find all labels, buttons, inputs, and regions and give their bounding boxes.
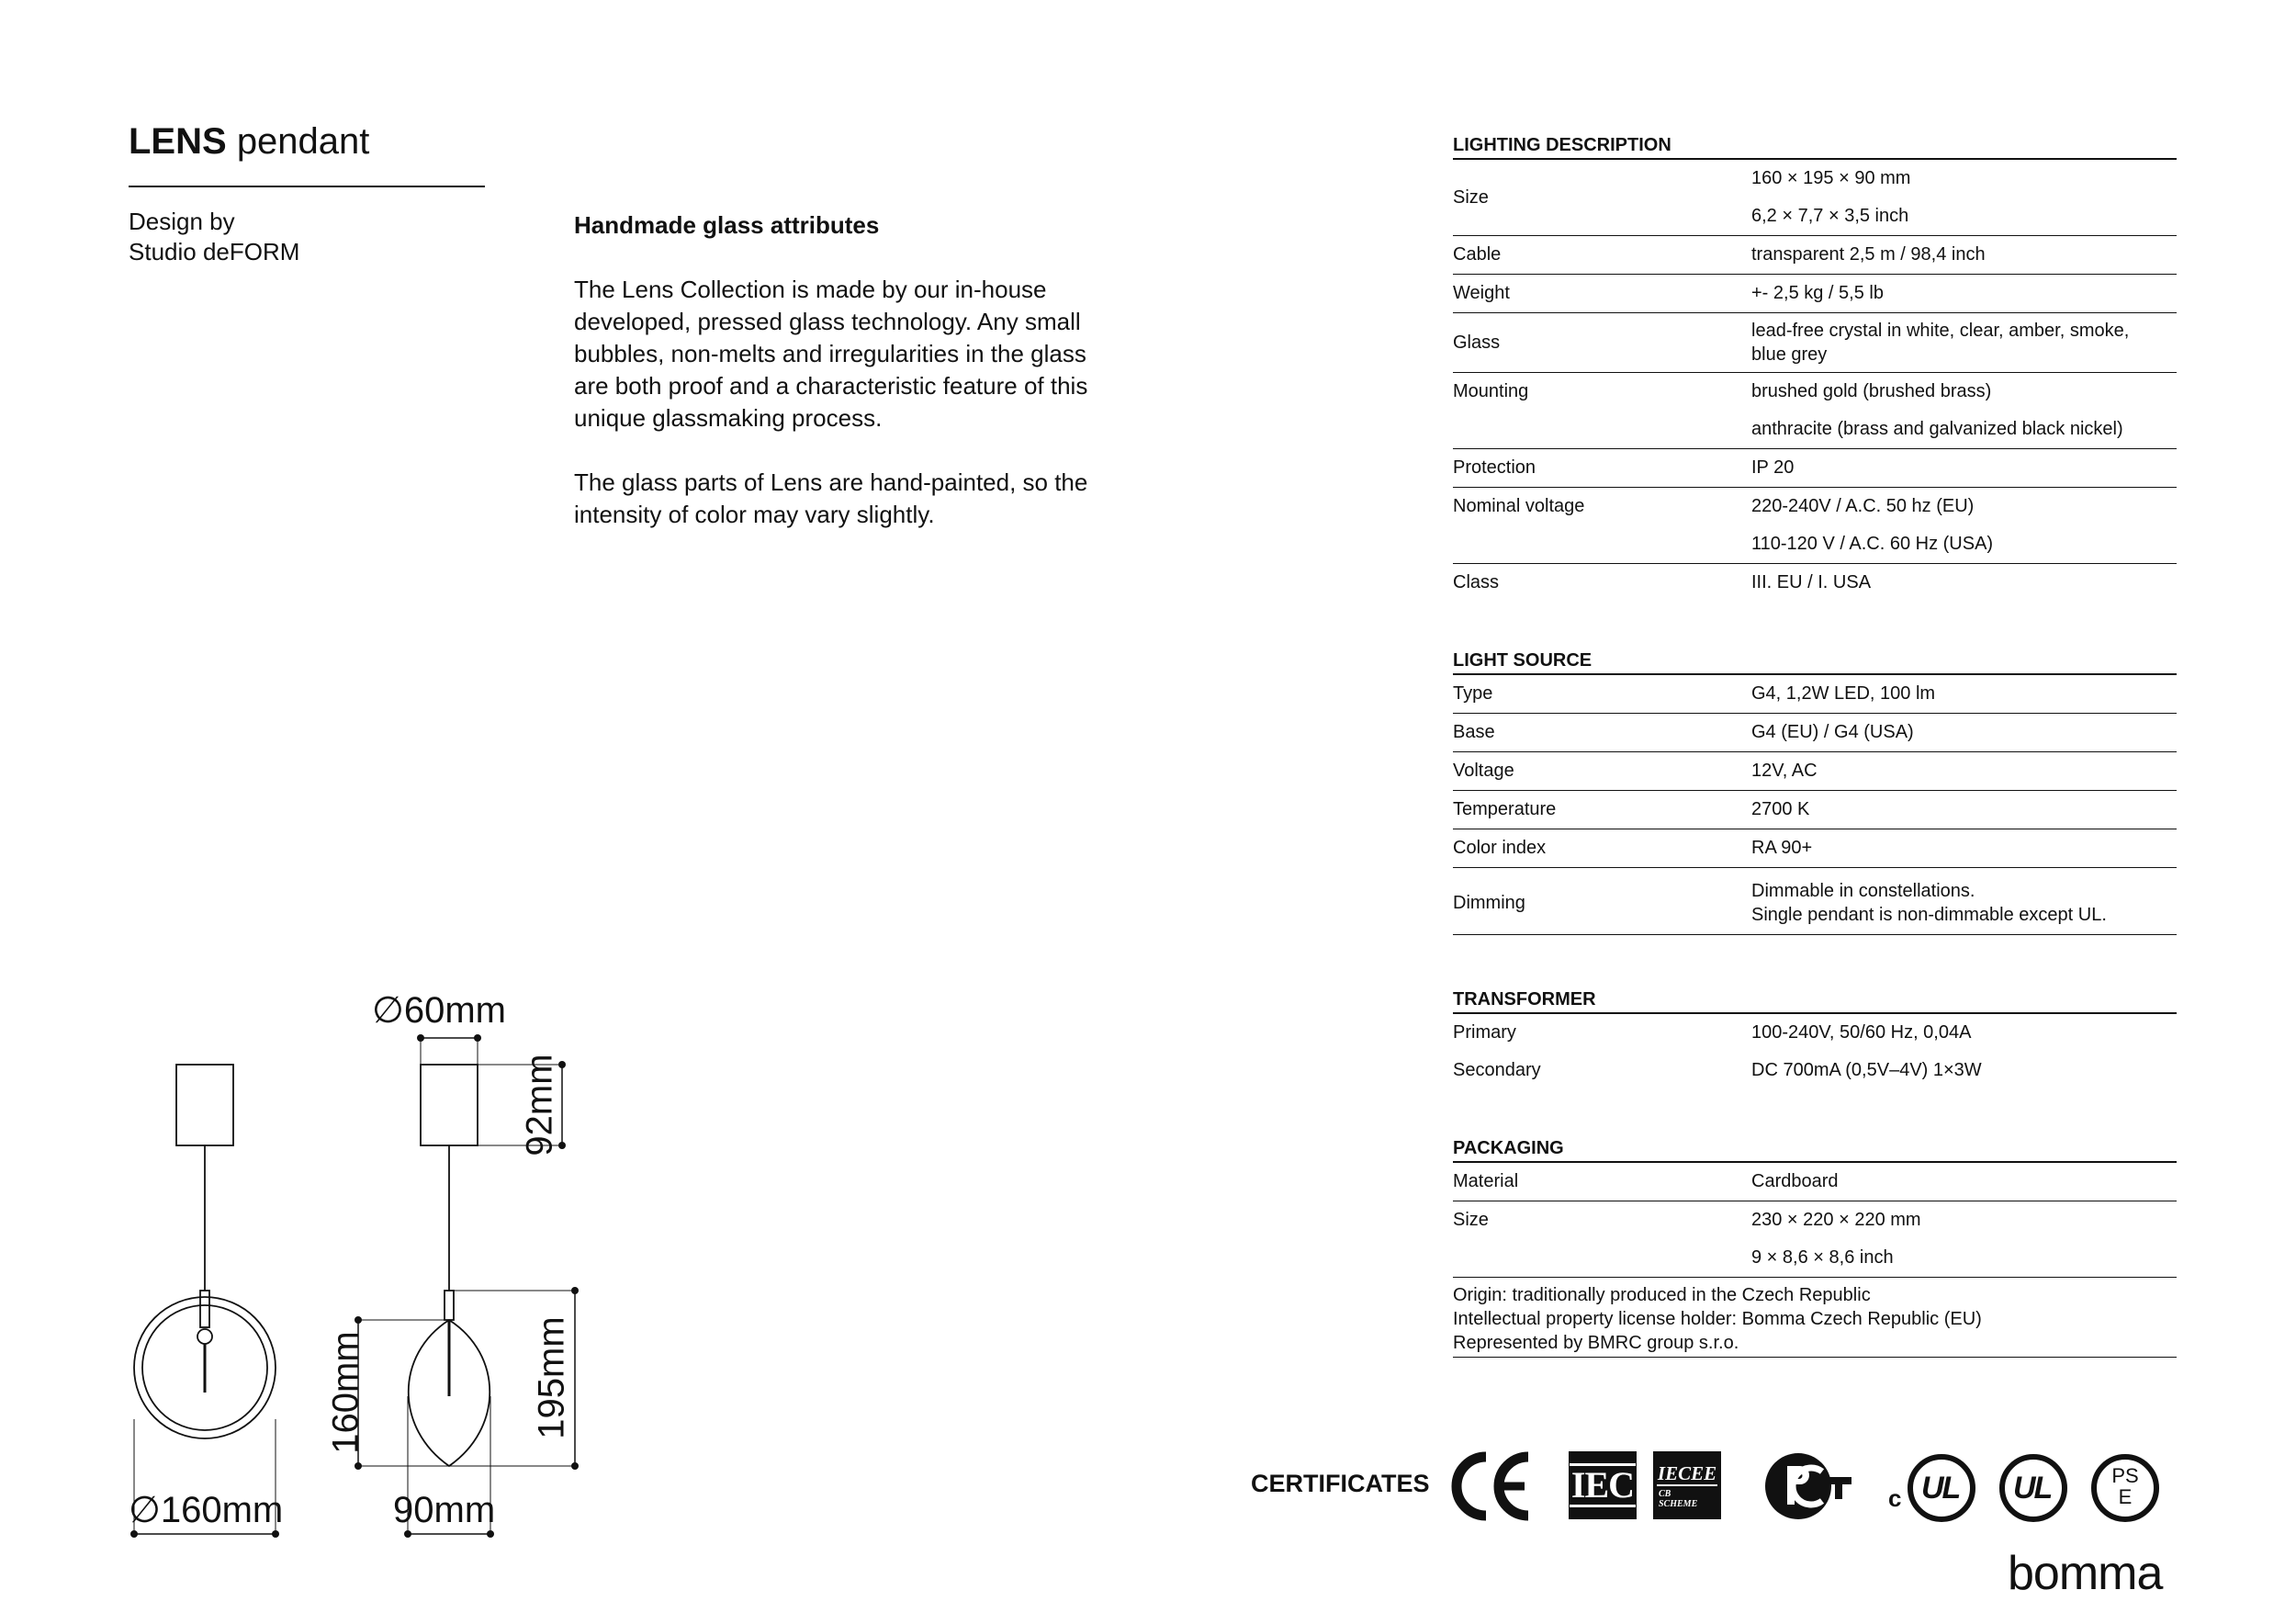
spec-label: Secondary [1453, 1060, 1541, 1080]
spec-row [1453, 564, 2177, 602]
spec-value: lead-free crystal in white, clear, amber, smoke, blue grey [1751, 321, 2130, 365]
glass-attributes [574, 209, 1088, 563]
spec-row [1453, 829, 2177, 868]
spec-value: 9 × 8,6 × 8,6 inch [1751, 1247, 1894, 1268]
spec-value: RA 90+ [1751, 838, 1813, 858]
spec-row [1453, 868, 2177, 935]
pct-mark-icon [1763, 1449, 1864, 1523]
spec-row [1453, 1201, 2177, 1278]
dim-label-canopy-height: 92mm [519, 1054, 560, 1156]
spec-label: Cable [1453, 244, 1502, 265]
certificates-label: CERTIFICATES [1251, 1470, 1430, 1497]
spec-value: Cardboard [1751, 1171, 1839, 1191]
spec-label: Material [1453, 1171, 1519, 1191]
spec-value: 220-240V / A.C. 50 hz (EU) [1751, 496, 1975, 516]
spec-value: Dimmable in constellations. [1751, 881, 1975, 901]
spec-label: Primary [1453, 1022, 1516, 1043]
dim-label-glass-height: 160mm [325, 1331, 366, 1454]
spec-row [1453, 160, 2177, 236]
iecee-cb-scheme-icon [1653, 1451, 1721, 1519]
front-bulb-ring [197, 1329, 212, 1344]
spec-value: 100-240V, 50/60 Hz, 0,04A [1751, 1022, 1972, 1043]
iec-mark-icon [1569, 1451, 1637, 1519]
origin-notes [1453, 1278, 2177, 1358]
spec-value: 12V, AC [1751, 761, 1818, 781]
iec-mark-text: IEC [1570, 1464, 1635, 1506]
ul-mark-icon [1998, 1451, 2068, 1525]
spec-label: Size [1453, 186, 1489, 208]
dim-label-canopy-diameter: ∅60mm [372, 990, 506, 1031]
spec-value: Single pendant is non-dimmable except UL. [1751, 905, 2107, 925]
spec-label: Type [1453, 683, 1493, 704]
spec-row [1453, 488, 2177, 564]
spec-value: 2700 K [1751, 799, 1810, 819]
spec-value: 160 × 195 × 90 mm [1751, 168, 1911, 188]
dim-label-total-height: 195mm [531, 1316, 572, 1439]
spec-label: Base [1453, 722, 1495, 742]
spec-tables [1453, 132, 2177, 1358]
spec-value: 110-120 V / A.C. 60 Hz (USA) [1751, 534, 1994, 554]
cul-ul-text: UL [1921, 1471, 1960, 1506]
spec-row [1453, 1163, 2177, 1201]
spec-value: +- 2,5 kg / 5,5 lb [1751, 283, 1884, 303]
glass-attributes-heading: Handmade glass attributes [574, 211, 880, 239]
side-canopy [421, 1065, 478, 1145]
designer-line-1: Design by [129, 208, 235, 235]
spec-value: 6,2 × 7,7 × 3,5 inch [1751, 206, 1909, 226]
spec-row [1453, 752, 2177, 791]
spec-value: brushed gold (brushed brass) [1751, 381, 1992, 401]
spec-value: III. EU / I. USA [1751, 572, 1872, 592]
spec-label: Class [1453, 572, 1500, 592]
spec-row [1453, 373, 2177, 449]
spec-label: Mounting [1453, 381, 1529, 401]
side-socket [445, 1291, 454, 1320]
spec-row [1453, 1014, 2177, 1052]
designer-line-2: Studio deFORM [129, 238, 300, 265]
spec-row [1453, 1052, 2177, 1089]
ul-text: UL [2013, 1471, 2052, 1506]
front-canopy [176, 1065, 233, 1145]
spec-row [1453, 236, 2177, 275]
pse-mark-icon [2090, 1451, 2160, 1525]
spec-value: G4 (EU) / G4 (USA) [1751, 722, 1914, 742]
dim-label-depth: 90mm [393, 1490, 496, 1530]
spec-label: Glass [1453, 332, 1501, 353]
representative-note: Represented by BMRC group s.r.o. [1453, 1333, 1739, 1353]
spec-value: 230 × 220 × 220 mm [1751, 1210, 1921, 1230]
spec-row [1453, 714, 2177, 752]
cul-c-text: c [1888, 1484, 1902, 1512]
section-title-packaging: PACKAGING [1453, 1135, 2177, 1163]
spec-label: Protection [1453, 457, 1536, 478]
spec-label: Color index [1453, 838, 1547, 858]
spec-row [1453, 313, 2177, 373]
scheme-text: SCHEME [1659, 1499, 1698, 1509]
spec-value: IP 20 [1751, 457, 1795, 478]
spec-label: Temperature [1453, 799, 1557, 819]
spec-label: Weight [1453, 283, 1510, 303]
product-name-bold: LENS [129, 121, 227, 162]
spec-row [1453, 675, 2177, 714]
glass-attributes-paragraph-2: The glass parts of Lens are hand-painted, so the intensity of color may vary slightly. [574, 468, 1088, 528]
front-socket [200, 1291, 209, 1327]
spec-row [1453, 275, 2177, 313]
pse-top-text: PS [2111, 1464, 2139, 1487]
product-name-rest: pendant [236, 121, 370, 162]
spec-label: Size [1453, 1210, 1489, 1230]
spec-value: DC 700mA (0,5V–4V) 1×3W [1751, 1060, 1982, 1080]
license-note: Intellectual property license holder: Bomma Czech Republic (EU) [1453, 1309, 1982, 1329]
dim-label-glass-diameter: ∅160mm [129, 1490, 284, 1530]
bomma-logo: bomma [2008, 1547, 2163, 1600]
spec-value: transparent 2,5 m / 98,4 inch [1751, 244, 1986, 265]
spec-label: Dimming [1453, 892, 1525, 913]
section-title-light-source: LIGHT SOURCE [1453, 648, 2177, 675]
iecee-text: IECEE [1657, 1462, 1717, 1484]
section-title-lighting: LIGHTING DESCRIPTION [1453, 132, 2177, 160]
spec-value: G4, 1,2W LED, 100 lm [1751, 683, 1936, 704]
spec-label: Nominal voltage [1453, 496, 1585, 516]
origin-note: Origin: traditionally produced in the Czech Republic [1453, 1285, 1871, 1305]
cul-mark-icon [1888, 1451, 1980, 1525]
spec-value: anthracite (brass and galvanized black nickel) [1751, 419, 2123, 439]
cb-text: CB [1659, 1489, 1671, 1499]
pse-bottom-text: E [2118, 1485, 2133, 1508]
section-title-transformer: TRANSFORMER [1453, 987, 2177, 1014]
ce-mark-icon [1451, 1449, 1534, 1523]
spec-row [1453, 449, 2177, 488]
spec-label: Voltage [1453, 761, 1514, 781]
glass-attributes-paragraph-1: The Lens Collection is made by our in-house developed, pressed glass technology. Any small bubbles, non-melts and irregularities in the glass are both proof and a characteristic feature of this unique glassmaking process. [574, 276, 1088, 432]
spec-row [1453, 791, 2177, 829]
